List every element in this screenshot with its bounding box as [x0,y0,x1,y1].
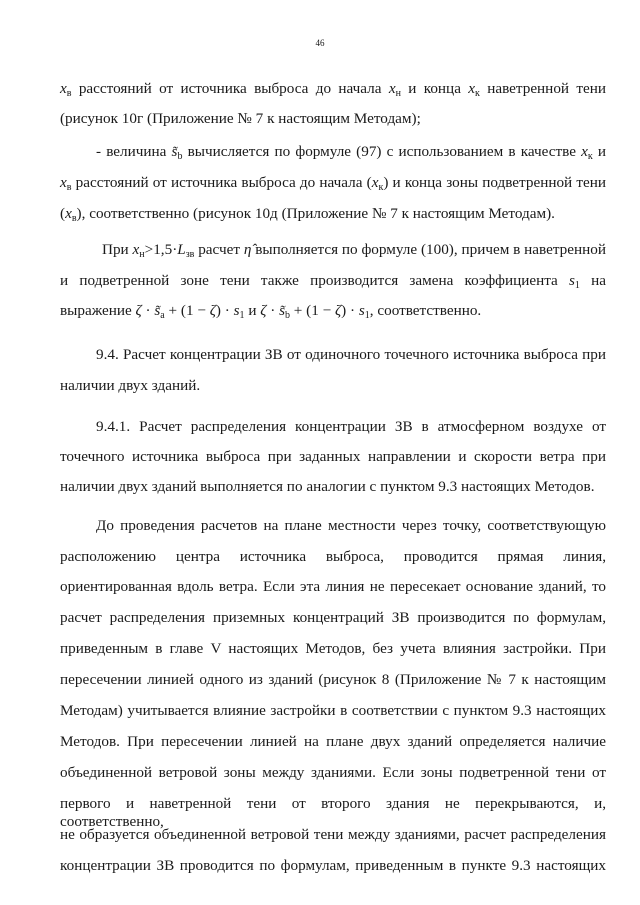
text-line: наличии двух зданий выполняется по аналогии с пунктом 9.3 настоящих Методов. [60,478,595,495]
text-line: $x_в$ расстояний от источника выброса до начала $(x_к)$ и конца зоны подветренной тени [60,174,606,193]
text-line: ориентированная вдоль ветра. Если эта линия не пересекает основание зданий, то [60,578,606,595]
text-line: не образуется объединенной ветровой тени между зданиями, расчет распределения [60,826,606,843]
text-line: - величина $s̃_b$ вычисляется по формуле (97) с использованием в качестве $x_к$ и [96,143,606,162]
text-line: $x_в$ расстояний от источника выброса до начала $x_н$ и конца $x_к$ наветренной тени [60,80,607,99]
text-line: приведенным в главе V настоящих Методов, без учета влияния застройки. При [60,640,606,657]
text-line: $(x_в)$, соответственно (рисунок 10д (Приложение № 7 к настоящим Методам). [60,205,555,224]
text-line: точечного источника выброса при заданных направлении и скорости ветра при [60,448,606,465]
text-line: выражение $\zeta \cdot s̃_a + (1 - \zeta) \cdot s_1$ и $\zeta \cdot s̃_b + (1 - \zeta) \cdot s_1$, соответственно. [60,302,482,321]
text-line: расчет распределения приземных концентраций ЗВ производится по формулам, [60,609,606,626]
page-number: 46 [315,38,325,48]
text-line: концентрации ЗВ проводится по формулам, приведенным в пункте 9.3 настоящих [60,857,606,874]
text-line: объединенной ветровой зоны между зданиями. Если зоны подветренной тени от [60,764,606,781]
text-line: Методам) учитывается влияние застройки в соответствии с пунктом 9.3 настоящих [60,702,606,719]
text-line: (рисунок 10г (Приложение № 7 к настоящим Методам); [60,110,421,127]
text-line: 9.4.1. Расчет распределения концентрации ЗВ в атмосферном воздухе от [96,418,606,435]
text-line: наличии двух зданий. [60,377,201,394]
text-line: первого и наветренной тени от второго здания не перекрываются, и, соответственно, [60,795,606,830]
text-line: и подветренной зоне тени также производится замена коэффициента $s_1$ на [60,272,606,291]
text-line: При $x_н>1,5\cdot L_{зв}$ расчет η̂ выполняется по формуле (100), причем в наветренной [102,241,606,260]
text-line: расположению центра источника выброса, проводится прямая линия, [60,548,606,565]
text-line: Методов. При пересечении линией на плане двух зданий определяется наличие [60,733,606,750]
text-line: 9.4. Расчет концентрации ЗВ от одиночного точечного источника выброса при [96,346,606,363]
text-line: До проведения расчетов на плане местности через точку, соответствующую [96,517,606,534]
text-line: пересечении линией одного из зданий (рисунок 8 (Приложение № 7 к настоящим [60,671,606,688]
